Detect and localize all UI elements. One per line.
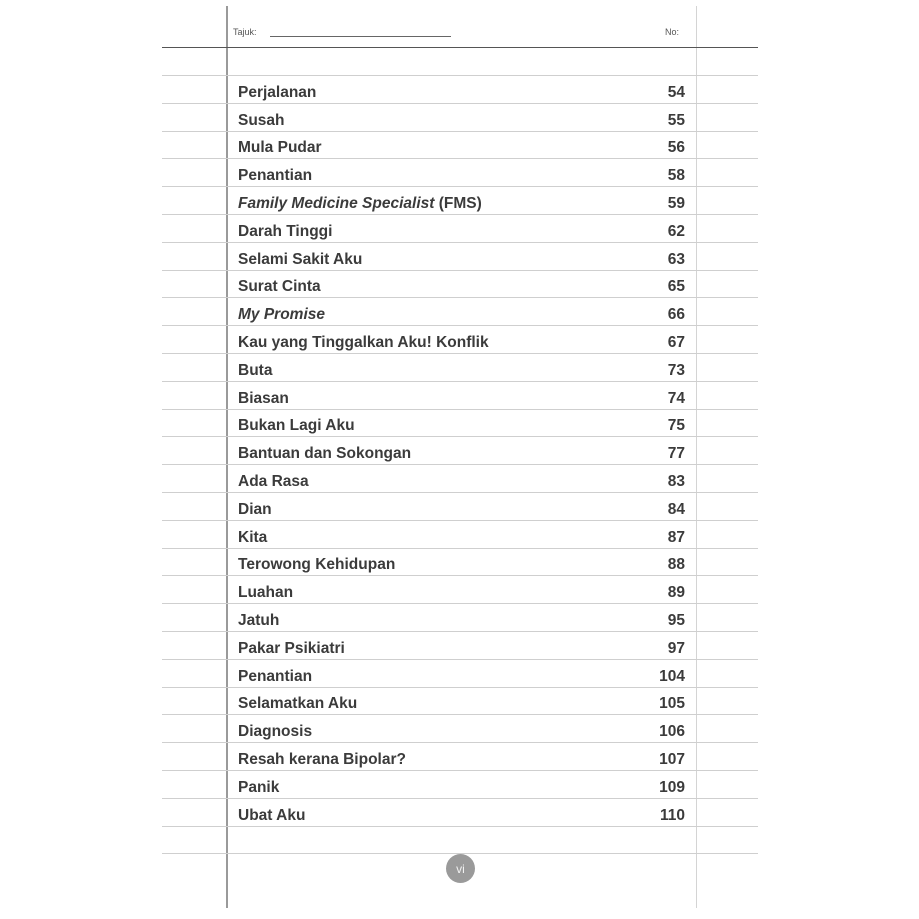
entry-title: Surat Cinta [238,278,321,296]
entry-title: Susah [238,111,285,129]
entry-page: 84 [667,500,685,518]
entry-title: Ada Rasa [238,473,309,491]
entry-title: Resah kerana Bipolar? [238,751,406,769]
entry-page: 106 [659,723,685,741]
entry-title: Family Medicine Specialist (FMS) [238,195,482,213]
entry-title: Jatuh [238,612,280,630]
entry-title: Luahan [238,584,294,602]
left-margin-line [226,6,228,908]
entry-page: 88 [667,556,685,574]
entry-title: Diagnosis [238,723,313,741]
entry-page: 110 [659,806,685,824]
toc-entry [238,162,685,190]
toc-entry [238,274,685,302]
toc-entry [238,385,685,413]
entry-title: Bukan Lagi Aku [238,417,355,435]
entry-page: 58 [667,167,685,185]
header-rule [162,47,758,48]
entry-page: 104 [659,667,685,685]
entry-title: Terowong Kehidupan [238,556,396,574]
toc-entry [238,301,685,329]
entry-title: Pakar Psikiatri [238,639,345,657]
entry-page: 107 [659,751,685,769]
toc-entry [238,135,685,163]
entry-title: Perjalanan [238,83,317,101]
entry-title: Kau yang Tinggalkan Aku! Konflik [238,334,489,352]
entry-page: 73 [667,361,685,379]
entry-page: 63 [667,250,685,268]
toc-entry [238,607,685,635]
toc-entry [238,246,685,274]
entry-title: Buta [238,361,273,379]
tajuk-blank-line [270,36,451,37]
right-margin-line [696,6,697,908]
toc-entry [238,468,685,496]
entry-page: 105 [659,695,685,713]
entry-title: Biasan [238,389,289,407]
entry-page: 54 [667,83,685,101]
entry-page: 75 [667,417,685,435]
toc-entry [238,107,685,135]
toc-entry [238,746,685,774]
entry-page: 59 [667,195,685,213]
entry-title: Darah Tinggi [238,222,333,240]
entry-page: 83 [667,473,685,491]
entry-title: Ubat Aku [238,806,306,824]
toc-entry [238,357,685,385]
entry-page: 74 [667,389,685,407]
entry-title: Selamatkan Aku [238,695,358,713]
toc-entry [238,79,685,107]
entry-title: Selami Sakit Aku [238,250,363,268]
entry-page: 56 [667,139,685,157]
entry-title: My Promise [238,306,326,324]
entry-page: 87 [667,528,685,546]
entry-title: Dian [238,500,272,518]
entry-title: Bantuan dan Sokongan [238,445,412,463]
entry-page: 62 [667,222,685,240]
entry-page: 66 [667,306,685,324]
entry-page: 109 [659,778,685,796]
entry-page: 55 [667,111,685,129]
entry-title: Panik [238,778,280,796]
toc-entry [238,218,685,246]
toc-entry [238,691,685,719]
ruled-line [162,75,758,76]
toc-entry [238,190,685,218]
toc-entry [238,718,685,746]
toc-entry [238,552,685,580]
toc-entry [238,329,685,357]
entry-title: Kita [238,528,268,546]
entry-title: Penantian [238,667,313,685]
entry-title: Mula Pudar [238,139,322,157]
entry-page: 67 [667,334,685,352]
no-label: No: [665,27,680,37]
toc-entry [238,579,685,607]
entry-page: 97 [667,639,685,657]
toc-entry [238,635,685,663]
toc-entry [238,496,685,524]
entry-page: 65 [667,278,685,296]
entry-page: 95 [667,612,685,630]
toc-entry [238,774,685,802]
tajuk-label: Tajuk: [233,27,257,37]
toc-entry [238,524,685,552]
entry-page: 89 [667,584,685,602]
entry-page: 77 [667,445,685,463]
page-number-badge: vi [446,854,475,883]
toc-entry [238,802,685,830]
toc-entry [238,663,685,691]
entry-title: Penantian [238,167,313,185]
toc-entry [238,440,685,468]
toc-entry [238,413,685,441]
